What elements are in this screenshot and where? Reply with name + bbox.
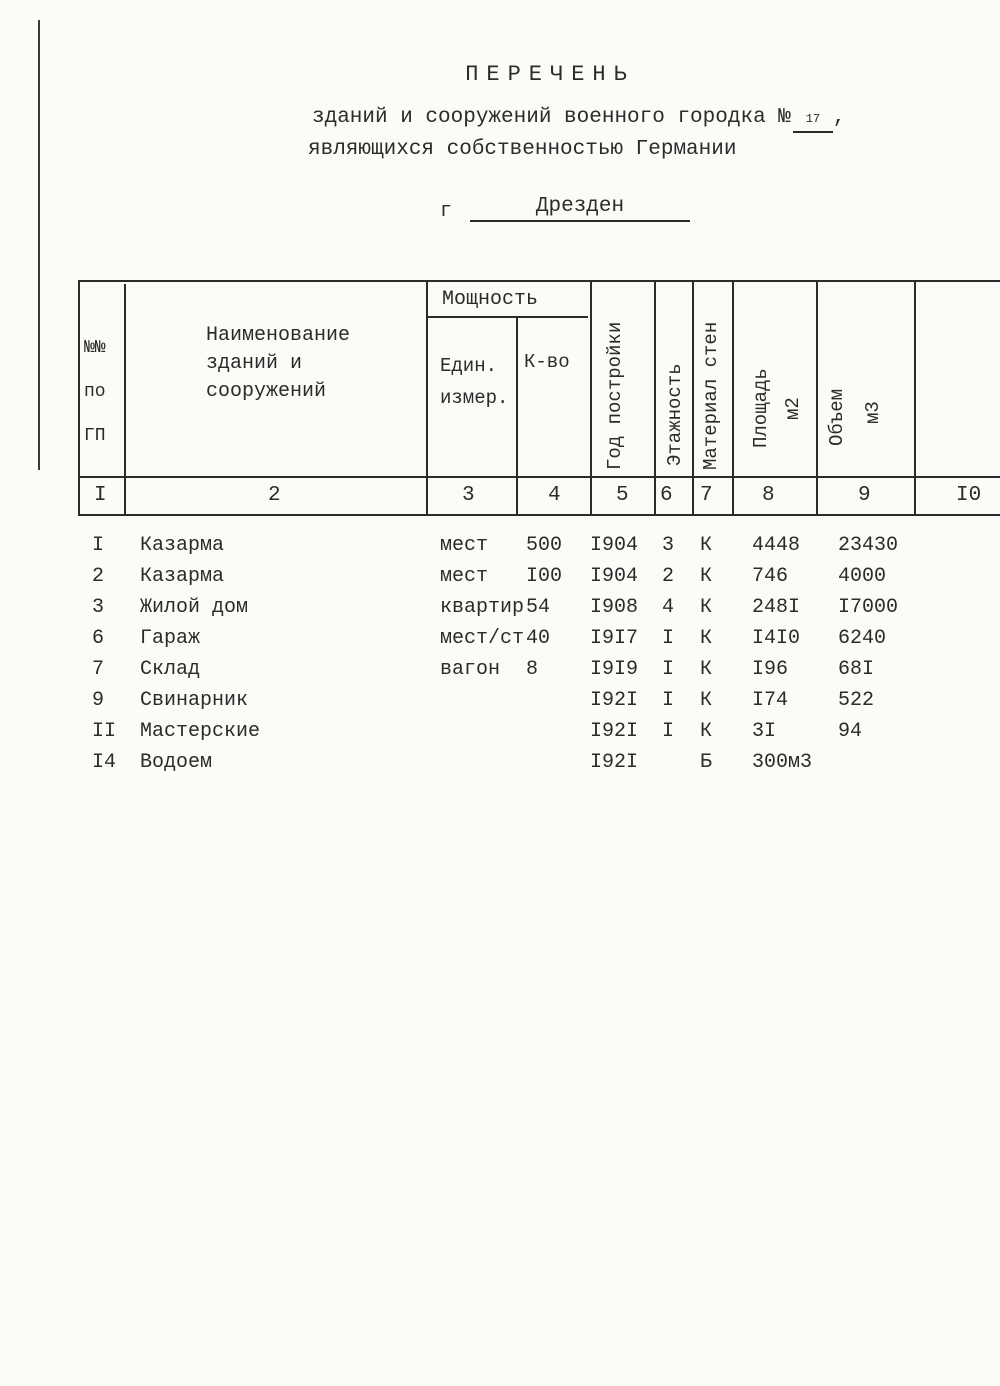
subtitle-line-1: зданий и сооружений военного городка № 17 , — [312, 106, 846, 133]
row-material: К — [700, 596, 713, 619]
colnum-6: 6 — [660, 484, 673, 507]
row-year: I92I — [590, 689, 639, 712]
header-name-line1: Наименование — [206, 324, 351, 347]
row-year: I9I7 — [590, 627, 639, 650]
row-volume: 6240 — [838, 627, 887, 650]
col-border-1 — [124, 284, 126, 514]
header-unit — [440, 350, 508, 414]
row-num: I — [92, 534, 105, 557]
document-title: ПЕРЕЧЕНЬ — [465, 62, 635, 87]
col-border-6 — [692, 282, 694, 514]
header-unit-line1: Един. — [440, 355, 498, 377]
row-qty: 8 — [526, 658, 539, 681]
row-floors: I — [662, 689, 675, 712]
row-floors: 2 — [662, 565, 675, 588]
row-year: I908 — [590, 596, 639, 619]
header-area-unit: м2 — [782, 397, 804, 420]
row-name: Водоем — [140, 751, 213, 774]
row-num: 2 — [92, 565, 105, 588]
row-material: К — [700, 720, 713, 743]
header-num-line3: ГП — [84, 426, 106, 446]
colnum-1: I — [94, 484, 107, 507]
header-name — [206, 322, 350, 406]
row-area: 4448 — [752, 534, 801, 557]
row-qty: 40 — [526, 627, 551, 650]
row-year: I92I — [590, 751, 639, 774]
row-area: 3I — [752, 720, 777, 743]
subtitle-line-2: являющихся собственностью Германии — [308, 138, 737, 161]
col-border-7 — [732, 282, 734, 514]
col-border-4 — [590, 282, 592, 514]
row-area: 746 — [752, 565, 789, 588]
row-material: К — [700, 534, 713, 557]
row-name: Казарма — [140, 534, 225, 557]
row-year: I904 — [590, 534, 639, 557]
row-area: 300м3 — [752, 751, 813, 774]
column-numbers-border — [78, 514, 1000, 516]
row-num: 6 — [92, 627, 105, 650]
colnum-9: 9 — [858, 484, 871, 507]
row-floors: I — [662, 720, 675, 743]
col-border-9 — [914, 282, 916, 514]
row-num: 7 — [92, 658, 105, 681]
city-prefix: г — [440, 200, 453, 223]
row-year: I9I9 — [590, 658, 639, 681]
colnum-3: 3 — [462, 484, 475, 507]
row-floors: 3 — [662, 534, 675, 557]
row-name: Свинарник — [140, 689, 249, 712]
row-floors: I — [662, 627, 675, 650]
header-unit-line2: измер. — [440, 387, 509, 409]
row-num: II — [92, 720, 117, 743]
row-unit: вагон — [440, 658, 501, 681]
colnum-5: 5 — [616, 484, 629, 507]
row-volume: 68I — [838, 658, 875, 681]
col-border-2 — [426, 280, 428, 514]
row-material: К — [700, 658, 713, 681]
subtitle-text: зданий и сооружений военного городка № — [312, 106, 791, 129]
row-area: 248I — [752, 596, 801, 619]
col-border-0 — [78, 280, 80, 514]
header-volume: Объем — [826, 388, 848, 446]
row-material: К — [700, 689, 713, 712]
colnum-4: 4 — [548, 484, 561, 507]
colnum-8: 8 — [762, 484, 775, 507]
header-area-line1: Площадь — [750, 368, 772, 448]
margin-line — [38, 20, 40, 470]
row-year: I92I — [590, 720, 639, 743]
row-num: I4 — [92, 751, 117, 774]
col-border-3 — [516, 318, 518, 514]
row-qty: 54 — [526, 596, 551, 619]
header-num-line2: по — [84, 382, 106, 402]
row-material: Б — [700, 751, 713, 774]
row-area: I4I0 — [752, 627, 801, 650]
header-name-line3: сооружений — [206, 380, 327, 403]
row-material: К — [700, 627, 713, 650]
row-volume: 23430 — [838, 534, 899, 557]
row-volume: I7000 — [838, 596, 899, 619]
header-volume-unit: м3 — [862, 401, 884, 424]
row-num: 3 — [92, 596, 105, 619]
row-volume: 94 — [838, 720, 863, 743]
city-name: Дрезден — [470, 195, 690, 222]
row-num: 9 — [92, 689, 105, 712]
garrison-number: 17 — [793, 113, 833, 133]
row-volume: 4000 — [838, 565, 887, 588]
header-name-line2: зданий и — [206, 352, 303, 375]
row-name: Склад — [140, 658, 201, 681]
row-material: К — [700, 565, 713, 588]
row-floors: I — [662, 658, 675, 681]
row-year: I904 — [590, 565, 639, 588]
col-border-5 — [654, 282, 656, 514]
row-unit: мест/ст — [440, 627, 525, 650]
header-year: Год постройки — [604, 321, 626, 470]
header-num-line1: №№ — [84, 338, 106, 358]
header-num — [84, 326, 106, 458]
row-name: Казарма — [140, 565, 225, 588]
row-volume: 522 — [838, 689, 875, 712]
row-unit: мест — [440, 534, 489, 557]
row-name: Жилой дом — [140, 596, 249, 619]
colnum-7: 7 — [700, 484, 713, 507]
row-unit: квартир — [440, 596, 525, 619]
row-area: I74 — [752, 689, 789, 712]
header-bottom-border — [78, 476, 1000, 478]
capacity-divider — [428, 316, 588, 318]
header-floors: Этажность — [664, 363, 686, 466]
header-qty: К-во — [524, 351, 570, 373]
colnum-10: I0 — [956, 484, 982, 507]
row-qty: I00 — [526, 565, 563, 588]
col-border-8 — [816, 282, 818, 514]
table-top-border — [78, 280, 1000, 282]
header-material: Материал стен — [700, 321, 722, 470]
colnum-2: 2 — [268, 484, 281, 507]
row-floors: 4 — [662, 596, 675, 619]
row-qty: 500 — [526, 534, 563, 557]
row-unit: мест — [440, 565, 489, 588]
row-name: Мастерские — [140, 720, 261, 743]
header-capacity: Мощность — [442, 288, 539, 311]
row-name: Гараж — [140, 627, 201, 650]
row-area: I96 — [752, 658, 789, 681]
header-area — [750, 368, 772, 448]
